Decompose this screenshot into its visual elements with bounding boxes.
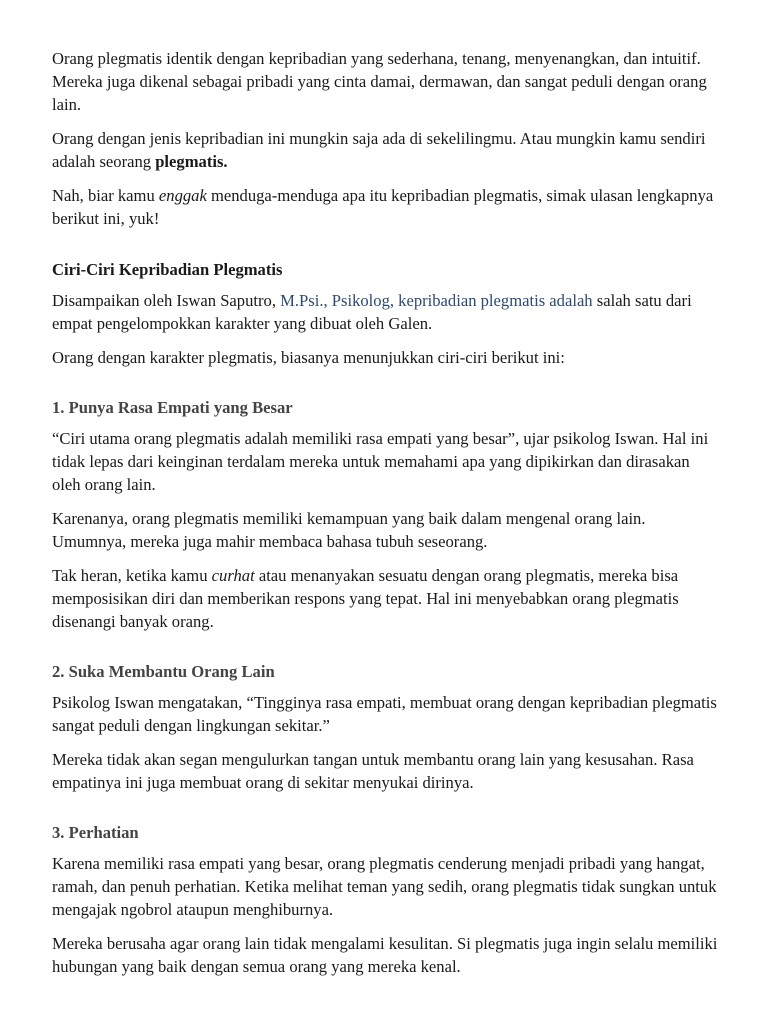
trait-1-heading: 1. Punya Rasa Empati yang Besar [52, 398, 293, 417]
intro-paragraph-1: Orang plegmatis identik dengan kepribadian yang sederhana, tenang, menyenangkan, dan intuitif. Mereka juga dikenal sebagai pribadi yang cinta damai, dermawan, dan sangat peduli dengan orang lain. [52, 49, 707, 114]
intro-paragraph-2 [52, 127, 720, 173]
trait-1-paragraph-1: “Ciri utama orang plegmatis adalah memiliki rasa empati yang besar”, ujar psikolog Iswan. Hal ini tidak lepas dari keinginan terdalam mereka untuk memahami apa yang dipikirkan dan dirasakan oleh orang lain. [52, 429, 709, 494]
trait-1-paragraph-2: Karenanya, orang plegmatis memiliki kemampuan yang baik dalam mengenal orang lain. Umumnya, mereka juga mahir membaca bahasa tubuh seseorang. [52, 509, 646, 551]
section-heading: Ciri-Ciri Kepribadian Plegmatis [52, 260, 283, 279]
section-paragraph-1-pre: Disampaikan oleh Iswan Saputro, [52, 291, 281, 310]
section-paragraph-1-post: salah satu dari empat pengelompokkan karakter yang dibuat oleh Galen. [52, 291, 692, 333]
trait-1-paragraph-3-italic: curhat [211, 566, 255, 585]
trait-2-paragraph-1: Psikolog Iswan mengatakan, “Tingginya rasa empati, membuat orang dengan kepribadian plegmatis sangat peduli dengan lingkungan sekitar.” [52, 693, 717, 735]
trait-3-heading: 3. Perhatian [52, 823, 139, 842]
intro-paragraph-2-bold: plegmatis. [155, 152, 228, 171]
trait-3-paragraph-2: Mereka berusaha agar orang lain tidak mengalami kesulitan. Si plegmatis juga ingin selalu memiliki hubungan yang baik dengan semua orang yang mereka kenal. [52, 934, 718, 976]
source-link[interactable]: M.Psi., Psikolog, kepribadian plegmatis adalah [280, 291, 593, 310]
trait-1-paragraph-3-post: atau menanyakan sesuatu dengan orang plegmatis, mereka bisa memposisikan diri dan memberikan respons yang tepat. Hal ini menyebabkan orang plegmatis disenangi banyak orang. [52, 566, 679, 631]
section-paragraph-2: Orang dengan karakter plegmatis, biasanya menunjukkan ciri-ciri berikut ini: [52, 348, 565, 367]
trait-2-heading: 2. Suka Membantu Orang Lain [52, 662, 275, 681]
intro-paragraph-3-pre: Nah, biar kamu [52, 186, 159, 205]
trait-1-paragraph-3-pre: Tak heran, ketika kamu [52, 566, 212, 585]
intro-paragraph-2-text: Orang dengan jenis kepribadian ini mungkin saja ada di sekelilingmu. Atau mungkin kamu sendiri adalah seorang [52, 129, 706, 171]
trait-1-paragraph-3 [52, 564, 720, 633]
intro-paragraph-3 [52, 184, 720, 230]
intro-paragraph-3-post: menduga-menduga apa itu kepribadian plegmatis, simak ulasan lengkapnya berikut ini, yuk! [52, 186, 714, 228]
intro-paragraph-3-italic: enggak [158, 186, 207, 205]
trait-2-paragraph-2: Mereka tidak akan segan mengulurkan tangan untuk membantu orang lain yang kesusahan. Rasa empatinya ini juga membuat orang di sekitar menyukai dirinya. [52, 750, 694, 792]
trait-3-paragraph-1: Karena memiliki rasa empati yang besar, orang plegmatis cenderung menjadi pribadi yang hangat, ramah, dan penuh perhatian. Ketika melihat teman yang sedih, orang plegmatis tidak sungkan untuk mengajak ngobrol ataupun menghiburnya. [52, 854, 717, 919]
section-paragraph-1 [52, 289, 720, 335]
